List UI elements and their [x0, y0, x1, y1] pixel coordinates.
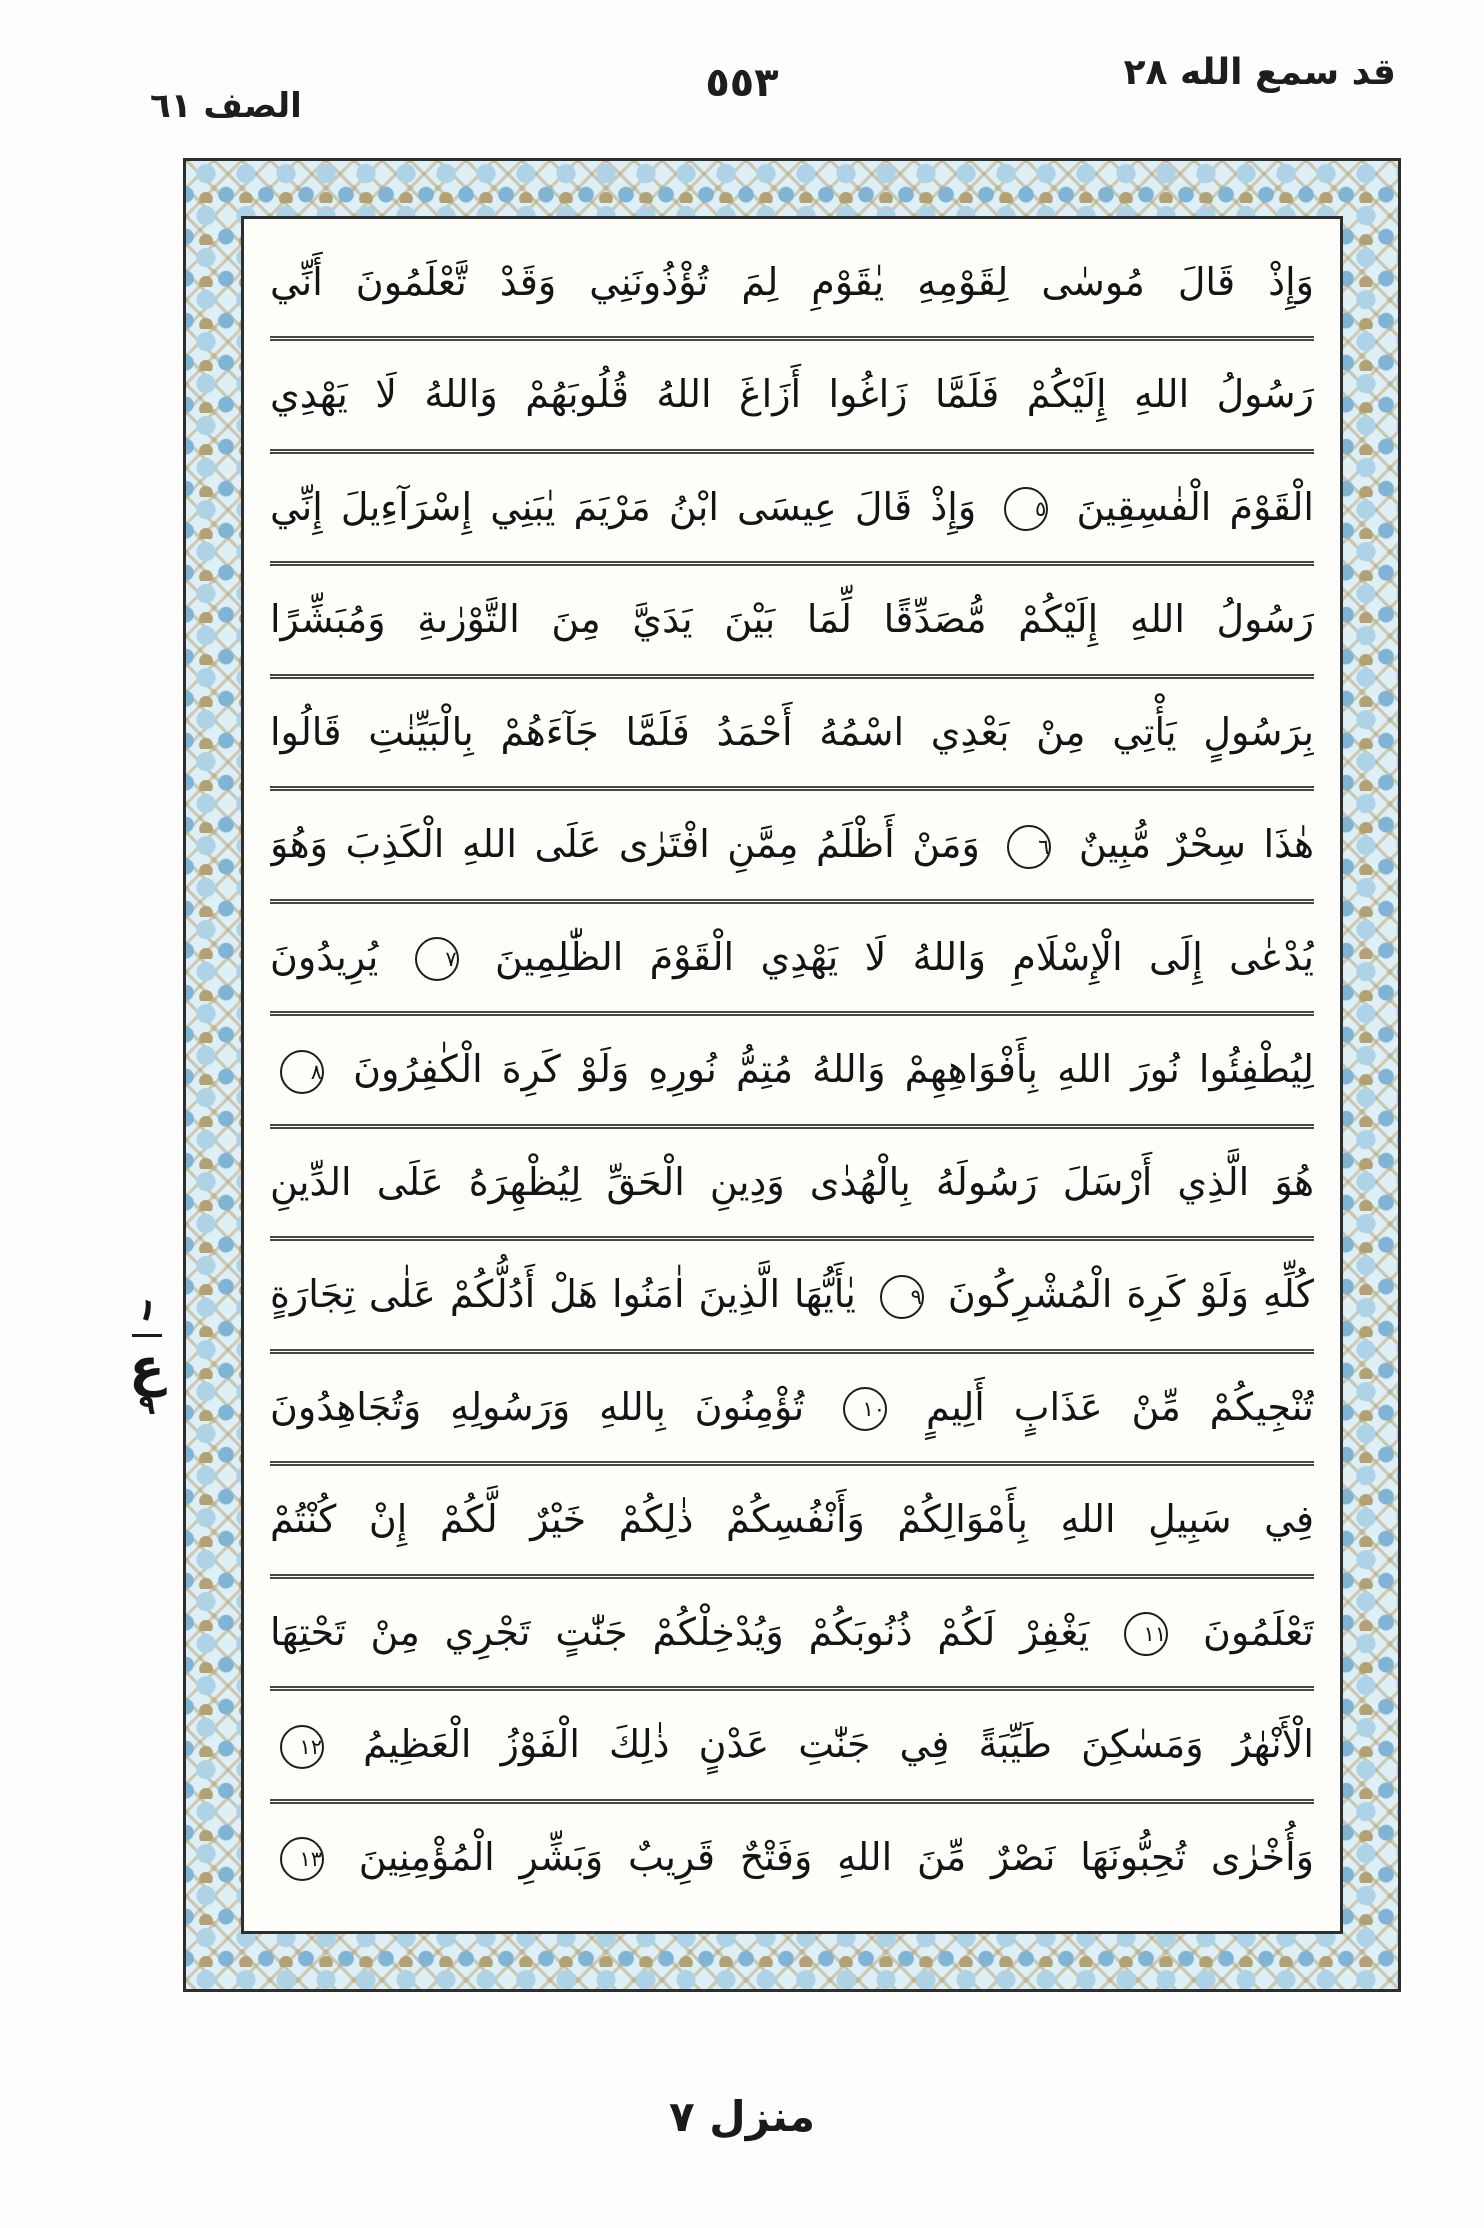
- juz-name-label: قد سمع الله ٢٨: [1123, 52, 1396, 93]
- quran-line: [270, 1804, 1314, 1911]
- quran-line: [270, 1579, 1314, 1691]
- verse-text: تُؤْمِنُونَ بِاللهِ وَرَسُولِهِ وَتُجَاهِدُونَ: [270, 1384, 805, 1429]
- verse-text: لِيُطْفِئُوا نُورَ اللهِ بِأَفْوَاهِهِمْ وَاللهُ مُتِمُّ نُورِهِ وَلَوْ كَرِهَ الْكٰفِرُونَ: [353, 1047, 1314, 1092]
- ayah-end-marker: ١١: [1124, 1612, 1168, 1656]
- page-number: ٥٥٣: [705, 60, 779, 106]
- verse-text: هٰذَا سِحْرٌ مُّبِينٌ: [1078, 822, 1314, 867]
- quran-line: [270, 1354, 1314, 1466]
- manzil-footer-label: منزل ٧: [669, 2092, 815, 2141]
- verse-text: فِي سَبِيلِ اللهِ بِأَمْوَالِكُمْ وَأَنْفُسِكُمْ ذٰلِكُمْ خَيْرٌ لَّكُمْ إِنْ كُنْتُمْ: [270, 1497, 1314, 1542]
- ayah-end-marker: ١٣: [280, 1837, 324, 1881]
- quran-line: [270, 1466, 1314, 1578]
- verse-text: هُوَ الَّذِي أَرْسَلَ رَسُولَهُ بِالْهُدٰى وَدِينِ الْحَقِّ لِيُظْهِرَهُ عَلَى الدِّينِ: [270, 1159, 1314, 1204]
- quran-line: [270, 904, 1314, 1016]
- ayah-end-marker: ٦: [1007, 825, 1051, 869]
- verse-text: رَسُولُ اللهِ إِلَيْكُمْ فَلَمَّا زَاغُوا أَزَاغَ اللهُ قُلُوبَهُمْ وَاللهُ لَا يَهْدِي: [270, 372, 1314, 417]
- quran-line: [270, 229, 1314, 341]
- text-panel: [241, 216, 1343, 1934]
- ayah-end-marker: ١٠: [843, 1387, 887, 1431]
- quran-line: [270, 454, 1314, 566]
- verse-text: وَأُخْرٰى تُحِبُّونَهَا نَصْرٌ مِّنَ اللهِ وَفَتْحٌ قَرِيبٌ وَبَشِّرِ الْمُؤْمِنِينَ: [358, 1834, 1314, 1879]
- verse-text: يُدْعٰى إِلَى الْإِسْلَامِ وَاللهُ لَا يَهْدِي الْقَوْمَ الظّٰلِمِينَ: [495, 934, 1314, 979]
- quran-lines: [270, 229, 1314, 1911]
- verse-text: كُلِّهِ وَلَوْ كَرِهَ الْمُشْرِكُونَ: [947, 1272, 1314, 1317]
- verse-text: يُرِيدُونَ: [270, 934, 379, 979]
- quran-line: [270, 1241, 1314, 1353]
- quran-line: [270, 791, 1314, 903]
- verse-text: بِرَسُولٍ يَأْتِي مِنْ بَعْدِي اسْمُهُ أَحْمَدُ فَلَمَّا جَآءَهُمْ بِالْبَيِّنٰتِ قَالُوا: [270, 709, 1314, 754]
- verse-text: وَإِذْ قَالَ عِيسَى ابْنُ مَرْيَمَ يٰبَنِي إِسْرَآءِيلَ إِنِّي: [270, 484, 977, 529]
- quran-line: [270, 1129, 1314, 1241]
- ruku-divider-line: [132, 1334, 162, 1337]
- verse-text: يَغْفِرْ لَكُمْ ذُنُوبَكُمْ وَيُدْخِلْكُمْ جَنّٰتٍ تَجْرِي مِنْ تَحْتِهَا: [270, 1609, 1090, 1654]
- quran-line: [270, 679, 1314, 791]
- verse-text: الْقَوْمَ الْفٰسِقِينَ: [1076, 484, 1314, 529]
- ruku-ain-letter: ع: [129, 1338, 165, 1398]
- ruku-juz-count: ٩: [138, 1390, 156, 1421]
- verse-text: وَإِذْ قَالَ مُوسٰى لِقَوْمِهِ يٰقَوْمِ لِمَ تُؤْذُونَنِي وَقَدْ تَّعْلَمُونَ أَنِّي: [270, 260, 1314, 304]
- verse-text: رَسُولُ اللهِ إِلَيْكُمْ مُّصَدِّقًا لِّمَا بَيْنَ يَدَيَّ مِنَ التَّوْرٰىةِ وَمُبَشِّرًا: [270, 597, 1314, 642]
- quran-line: [270, 341, 1314, 453]
- decorative-border-frame: [183, 158, 1401, 1992]
- ruku-surah-count: ١: [133, 1291, 162, 1330]
- verse-text: تُنْجِيكُمْ مِّنْ عَذَابٍ أَلِيمٍ: [925, 1384, 1314, 1429]
- quran-line: [270, 1016, 1314, 1128]
- surah-name-label: الصف ٦١: [150, 86, 302, 126]
- ayah-end-marker: ٧: [415, 937, 459, 981]
- ruku-margin-marker: [104, 1291, 190, 1421]
- ayah-end-marker: ٨: [280, 1050, 324, 1094]
- verse-text: تَعْلَمُونَ: [1202, 1609, 1314, 1654]
- quran-line: [270, 1691, 1314, 1803]
- ayah-end-marker: ٩: [880, 1275, 924, 1319]
- verse-text: الْأَنْهٰرُ وَمَسٰكِنَ طَيِّبَةً فِي جَنّٰتِ عَدْنٍ ذٰلِكَ الْفَوْزُ الْعَظِيمُ: [363, 1722, 1314, 1767]
- ayah-end-marker: ١٢: [280, 1725, 324, 1769]
- ayah-end-marker: ٥: [1004, 487, 1048, 531]
- verse-text: وَمَنْ أَظْلَمُ مِمَّنِ افْتَرٰى عَلَى اللهِ الْكَذِبَ وَهُوَ: [270, 822, 980, 867]
- verse-text: يٰأَيُّهَا الَّذِينَ اٰمَنُوا هَلْ أَدُلُّكُمْ عَلٰى تِجَارَةٍ: [270, 1272, 856, 1317]
- quran-line: [270, 566, 1314, 678]
